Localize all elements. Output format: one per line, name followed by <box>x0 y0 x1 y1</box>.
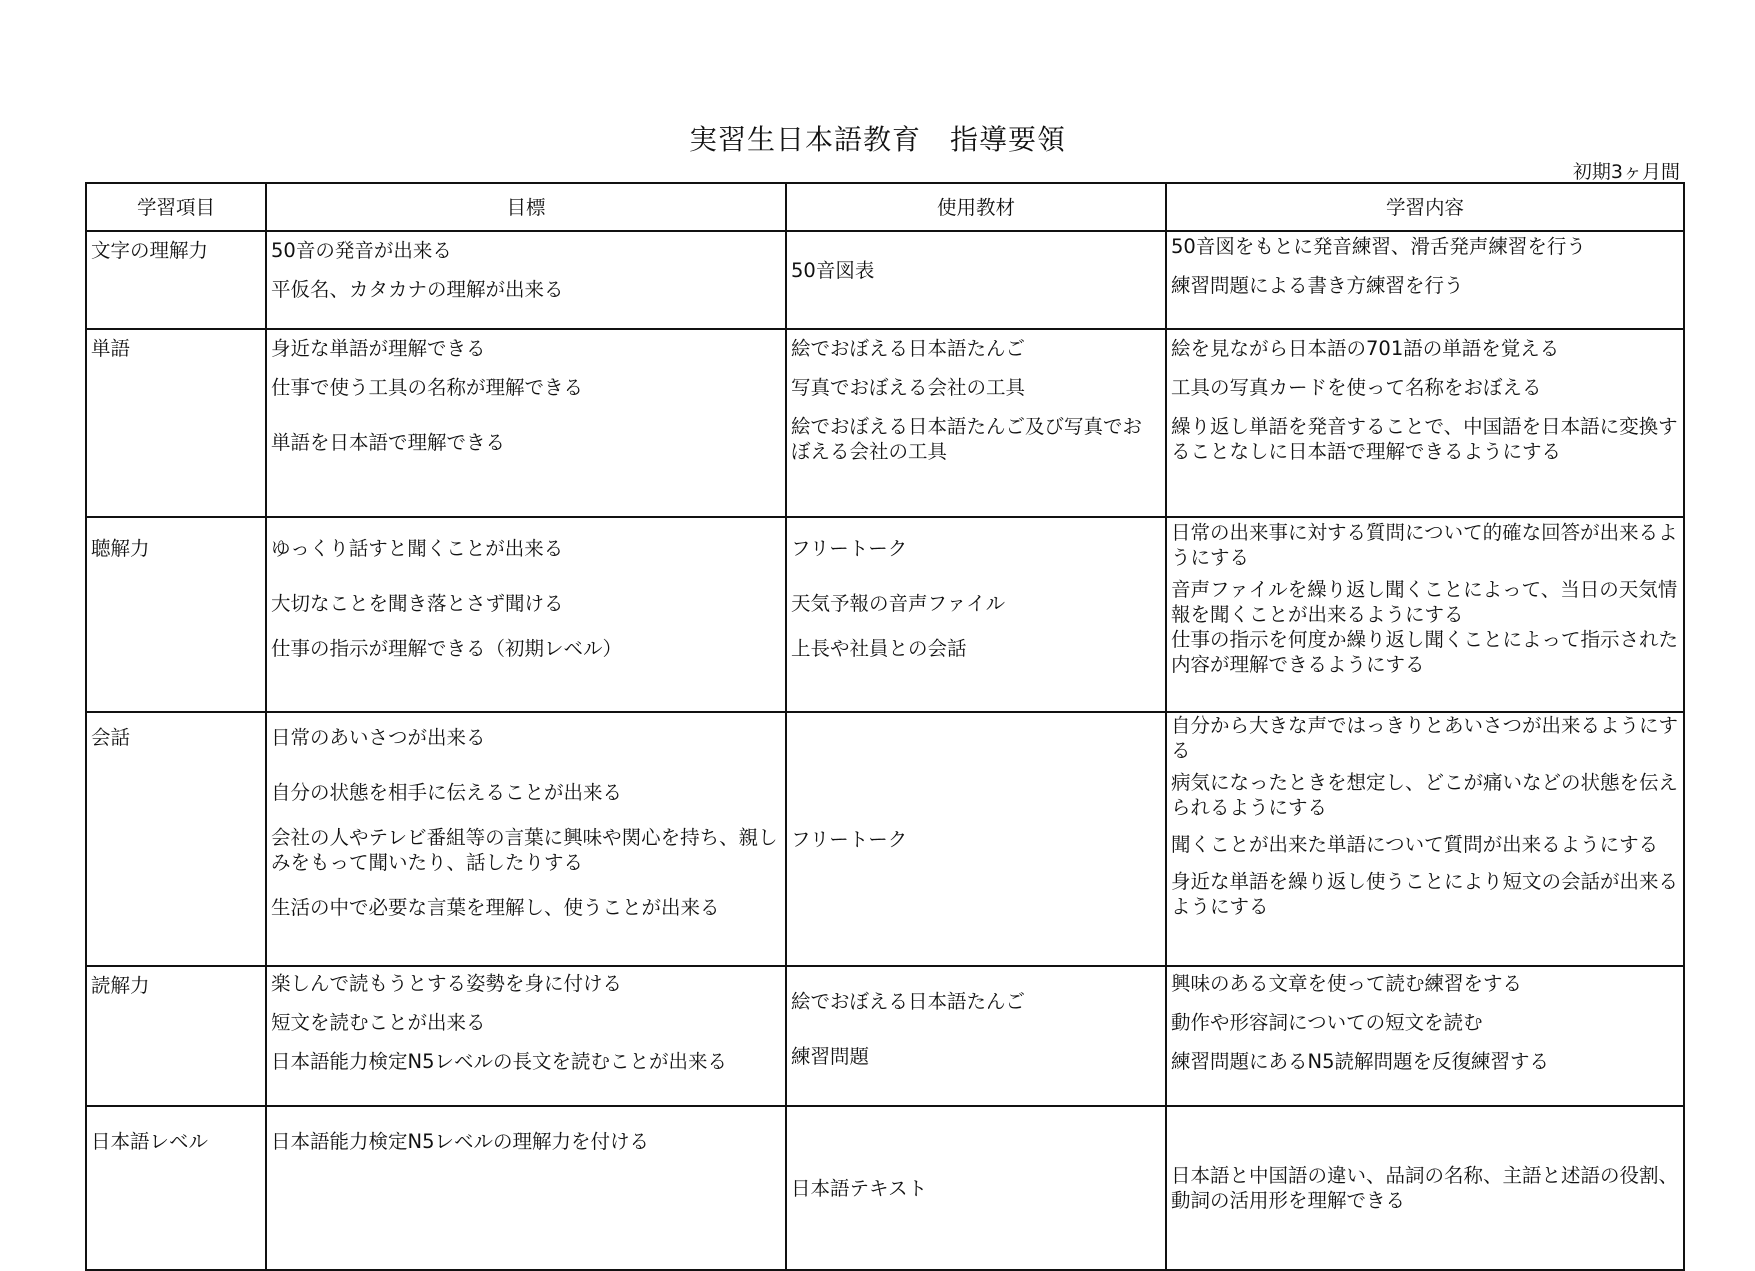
goal-item: 50音の発音が出来る <box>271 239 452 262</box>
material-item: 写真でおぼえる会社の工具 <box>791 376 1026 399</box>
subject-cell: 単語 <box>86 329 266 517</box>
content-item: 日常の出来事に対する質問について的確な回答が出来るようにする <box>1171 521 1678 569</box>
materials-cell <box>786 1106 1166 1270</box>
materials-cell <box>786 329 1166 517</box>
column-header-subject: 学習項目 <box>86 183 266 231</box>
content-item: 仕事の指示を何度か繰り返し聞くことによって指示された内容が理解できるようにする <box>1171 628 1679 676</box>
period-label: 初期3ヶ月間 <box>1572 161 1680 183</box>
goal-item: 日本語能力検定N5レベルの長文を読むことが出来る <box>271 1050 727 1073</box>
content-item: 練習問題にあるN5読解問題を反復練習する <box>1171 1050 1549 1073</box>
subject-cell: 会話 <box>86 712 266 966</box>
goal-item: 日本語能力検定N5レベルの理解力を付ける <box>271 1130 649 1153</box>
material-item: 絵でおぼえる日本語たんご <box>791 990 1026 1013</box>
materials-cell <box>786 712 1166 966</box>
goal-item: 大切なことを聞き落とさず聞ける <box>271 592 564 615</box>
goal-item: 生活の中で必要な言葉を理解し、使うことが出来る <box>271 896 720 919</box>
material-item: フリートーク <box>791 827 908 851</box>
goals-cell <box>266 231 786 329</box>
contents-cell <box>1166 517 1684 712</box>
goal-item: 会社の人やテレビ番組等の言葉に興味や関心を持ち、親しみをもって聞いたり、話したりする <box>271 826 778 874</box>
subject-cell: 文字の理解力 <box>86 231 266 329</box>
material-item: 練習問題 <box>791 1045 870 1068</box>
table-row <box>86 329 1684 517</box>
goal-item: 身近な単語が理解できる <box>271 337 486 360</box>
column-header-goals: 目標 <box>266 183 786 231</box>
subject-cell: 日本語レベル <box>86 1106 266 1270</box>
materials-cell <box>786 231 1166 329</box>
content-item: 音声ファイルを繰り返し聞くことによって、当日の天気情報を聞くことが出来るようにする <box>1171 578 1678 626</box>
table-header-row <box>86 183 1684 231</box>
goal-item: ゆっくり話すと聞くことが出来る <box>271 537 564 560</box>
material-item: 絵でおぼえる日本語たんご及び写真でおぼえる会社の工具 <box>791 415 1143 463</box>
material-item: 日本語テキスト <box>791 1176 928 1200</box>
material-item: 上長や社員との会話 <box>791 637 967 660</box>
content-item: 絵を見ながら日本語の701語の単語を覚える <box>1171 337 1560 360</box>
content-item: 動作や形容詞についての短文を読む <box>1171 1011 1483 1034</box>
contents-cell <box>1166 329 1684 517</box>
content-item: 身近な単語を繰り返し使うことにより短文の会話が出来るようにする <box>1171 870 1679 918</box>
goal-item: 短文を読むことが出来る <box>271 1011 486 1034</box>
column-header-materials: 使用教材 <box>786 183 1166 231</box>
goal-item: 仕事で使う工具の名称が理解できる <box>271 376 584 399</box>
goal-item: 単語を日本語で理解できる <box>271 431 506 454</box>
goals-cell <box>266 329 786 517</box>
column-header-contents: 学習内容 <box>1166 183 1684 231</box>
goals-cell <box>266 712 786 966</box>
content-item: 病気になったときを想定し、どこが痛いなどの状態を伝えられるようにする <box>1171 771 1679 819</box>
material-item: 50音図表 <box>791 259 875 282</box>
goals-cell <box>266 1106 786 1270</box>
goal-item: 平仮名、カタカナの理解が出来る <box>271 278 564 301</box>
content-item: 練習問題による書き方練習を行う <box>1171 274 1464 297</box>
table-row <box>86 1106 1684 1270</box>
contents-cell <box>1166 712 1684 966</box>
goals-cell <box>266 517 786 712</box>
goal-item: 楽しんで読もうとする姿勢を身に付ける <box>271 972 623 995</box>
goal-item: 自分の状態を相手に伝えることが出来る <box>271 781 623 804</box>
content-item: 聞くことが出来た単語について質問が出来るようにする <box>1171 833 1659 856</box>
contents-cell <box>1166 966 1684 1106</box>
document-title: 実習生日本語教育 指導要領 <box>688 123 1066 156</box>
content-item: 興味のある文章を使って読む練習をする <box>1171 972 1523 995</box>
table-row <box>86 966 1684 1106</box>
contents-cell <box>1166 231 1684 329</box>
guidance-table <box>85 182 1685 1271</box>
content-item: 50音図をもとに発音練習、滑舌発声練習を行う <box>1171 235 1586 258</box>
content-item: 自分から大きな声ではっきりとあいさつが出来るようにする <box>1171 714 1679 762</box>
subject-cell: 聴解力 <box>86 517 266 712</box>
goal-item: 日常のあいさつが出来る <box>271 726 486 749</box>
material-item: 絵でおぼえる日本語たんご <box>791 337 1026 360</box>
goal-item: 仕事の指示が理解できる（初期レベル） <box>271 637 623 660</box>
contents-cell <box>1166 1106 1684 1270</box>
table-row <box>86 712 1684 966</box>
material-item: 天気予報の音声ファイル <box>791 592 1006 615</box>
material-item: フリートーク <box>791 537 908 560</box>
content-item: 日本語と中国語の違い、品詞の名称、主語と述語の役割、動詞の活用形を理解できる <box>1171 1164 1679 1212</box>
content-item: 繰り返し単語を発音することで、中国語を日本語に変換することなしに日本語で理解できるようにする <box>1171 415 1678 463</box>
materials-cell <box>786 517 1166 712</box>
goals-cell <box>266 966 786 1106</box>
materials-cell <box>786 966 1166 1106</box>
table-row <box>86 231 1684 329</box>
content-item: 工具の写真カードを使って名称をおぼえる <box>1171 376 1542 399</box>
table-row <box>86 517 1684 712</box>
subject-cell: 読解力 <box>86 966 266 1106</box>
